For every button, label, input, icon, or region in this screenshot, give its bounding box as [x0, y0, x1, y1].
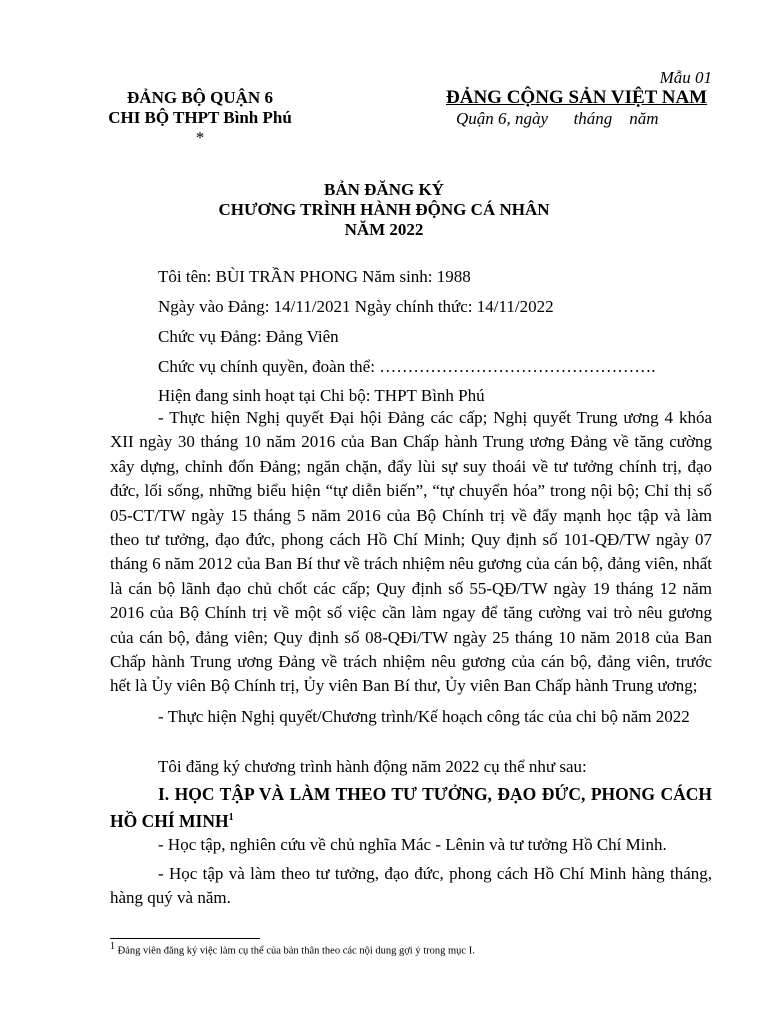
document-title: BẢN ĐĂNG KÝ — [324, 180, 444, 199]
document-year: NĂM 2022 — [344, 220, 424, 239]
footnote — [110, 941, 475, 957]
footnote-mark: 1 — [110, 941, 115, 952]
resolution-paragraph: - Thực hiện Nghị quyết Đại hội Đảng các cấp; Nghị quyết Trung ương 4 khóa XII ngày 30 tháng 10 năm 2016 của Ban Chấp hành Trung ương Đảng về tăng cường xây dựng, chỉnh đốn Đảng; ngăn chặn, đẩy lùi sự suy thoái về tư tưởng chính trị, đạo đức, lối sống, những biểu hiện “tự diễn biến”, “tự chuyển hóa” trong nội bộ; Chỉ thị số 05-CT/TW ngày 15 tháng 5 năm 2016 của Bộ Chính trị về đẩy mạnh học tập và làm theo tư tưởng, đạo đức, phong cách Hồ Chí Minh; Quy định số 101-QĐ/TW ngày 07 tháng 6 năm 2012 của Ban Bí thư về trách nhiệm nêu gương của cán bộ, đảng viên, nhất là cán bộ lãnh đạo chủ chốt các cấp; Quy định số 55-QĐ/TW ngày 19 tháng 12 năm 2016 của Bộ Chính trị về một số việc cần làm ngay để tăng cường vai trò nêu gương của cán bộ, đảng viên; Quy định số 08-QĐi/TW ngày 25 tháng 10 năm 2018 của Ban Chấp hành Trung ương Đảng về trách nhiệm nêu gương của cán bộ, đảng viên, trước hết là Ủy viên Bộ Chính trị, Ủy viên Ban Bí thư, Ủy viên Ban Chấp hành Trung ương; — [110, 408, 712, 696]
member-name-line: Tôi tên: BÙI TRẦN PHONG Năm sinh: 1988 — [158, 267, 471, 286]
place-date-line: Quận 6, ngày tháng năm — [456, 109, 659, 128]
footnote-text: Đảng viên đăng ký việc làm cụ thể của bản thân theo các nội dung gợi ý trong mục I. — [115, 945, 475, 957]
form-number: Mẫu 01 — [659, 68, 712, 87]
section-1-title: I. HỌC TẬP VÀ LÀM THEO TƯ TƯỞNG, ĐẠO ĐỨC, PHONG CÁCH HỒ CHÍ MINH — [110, 784, 712, 831]
join-date-line: Ngày vào Đảng: 14/11/2021 Ngày chính thức: 14/11/2022 — [158, 297, 554, 316]
government-position-line: Chức vụ chính quyền, đoàn thể: …………………………………………. — [158, 357, 656, 376]
party-position-line: Chức vụ Đảng: Đảng Viên — [158, 327, 339, 346]
study-item: - Học tập, nghiên cứu về chủ nghĩa Mác - Lênin và tư tưởng Hồ Chí Minh. — [158, 835, 667, 854]
footnote-reference: 1 — [228, 812, 234, 823]
party-cell-label: CHI BỘ THPT Bình Phú — [108, 108, 292, 127]
party-cell-line: Hiện đang sinh hoạt tại Chi bộ: THPT Bình Phú — [158, 386, 485, 405]
practice-item: - Học tập và làm theo tư tưởng, đạo đức, phong cách Hồ Chí Minh hàng tháng, hàng quý và năm. — [110, 864, 712, 908]
header-star: * — [195, 128, 205, 147]
party-name-heading: ĐẢNG CỘNG SẢN VIỆT NAM — [446, 87, 708, 108]
section-1-heading — [110, 782, 712, 833]
party-committee-label: ĐẢNG BỘ QUẬN 6 — [127, 88, 273, 107]
document-subtitle: CHƯƠNG TRÌNH HÀNH ĐỘNG CÁ NHÂN — [218, 200, 550, 219]
cell-plan-paragraph: - Thực hiện Nghị quyết/Chương trình/Kế hoạch công tác của chi bộ năm 2022 — [158, 707, 690, 726]
register-statement: Tôi đăng ký chương trình hành động năm 2022 cụ thể như sau: — [158, 757, 587, 776]
footnote-divider — [110, 938, 260, 939]
